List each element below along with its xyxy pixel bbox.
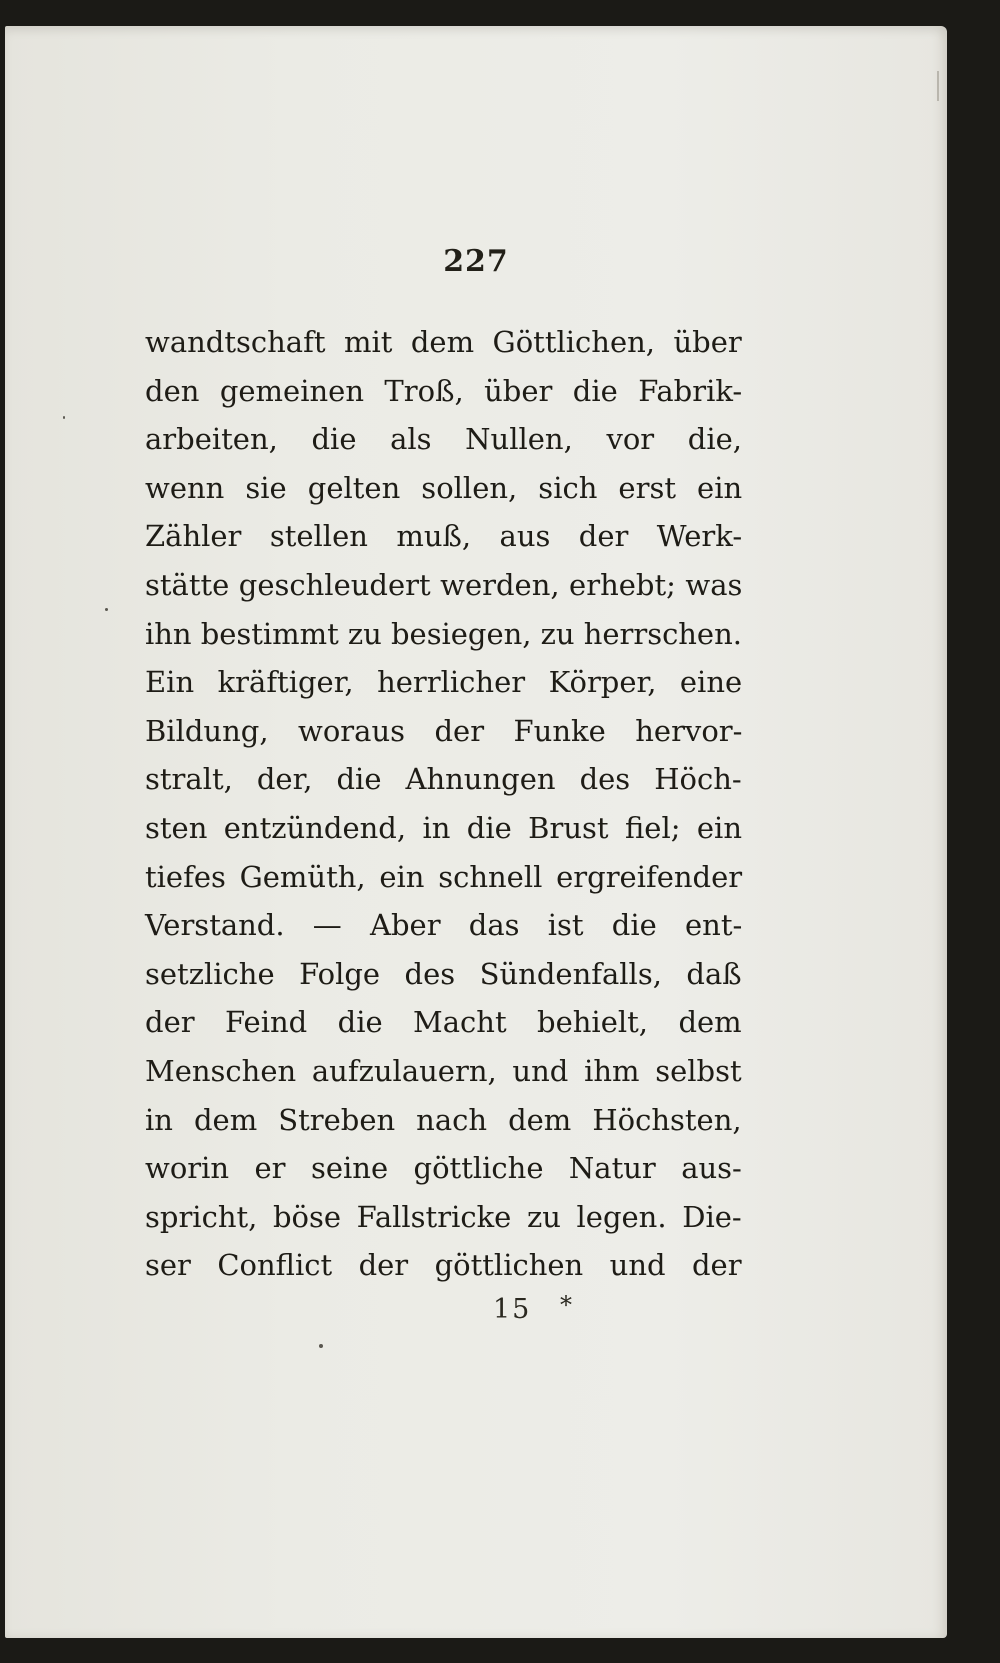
text-line: ser Conflict der göttlichen und der xyxy=(145,1248,742,1283)
text-line: wenn sie gelten sollen, sich erst ein xyxy=(145,470,743,505)
text-line: arbeiten, die als Nullen, vor die, xyxy=(145,422,742,457)
page-header xyxy=(5,244,947,279)
text-line: Menschen aufzulauern, und ihm selbst xyxy=(145,1053,742,1088)
text-line: sten entzündend, in die Brust fiel; ein xyxy=(145,810,743,845)
text-line: Verstand. — Aber das ist die ent- xyxy=(145,908,743,943)
text-line: stätte geschleudert werden, erhebt; was xyxy=(145,567,743,602)
body-text xyxy=(145,318,742,1290)
page-number: 227 xyxy=(443,244,509,279)
paper-speck xyxy=(63,416,65,419)
text-line: setzliche Folge des Sündenfalls, daß xyxy=(145,956,742,991)
text-line: den gemeinen Troß, über die Fabrik- xyxy=(145,373,743,408)
paper-edge-mark xyxy=(937,71,939,101)
text-line: Ein kräftiger, herrlicher Körper, eine xyxy=(145,665,743,700)
text-line: stralt, der, die Ahnungen des Höch- xyxy=(145,762,742,797)
text-line: wandtschaft mit dem Göttlichen, über xyxy=(145,325,742,359)
text-line: in dem Streben nach dem Höchsten, xyxy=(145,1102,742,1137)
text-line: Zähler stellen muß, aus der Werk- xyxy=(145,519,743,554)
signature-mark: 15 xyxy=(493,1294,532,1325)
text-line: spricht, böse Fallstricke zu legen. Die- xyxy=(145,1199,742,1234)
text-line: worin er seine göttliche Natur aus- xyxy=(145,1151,742,1186)
paper-speck xyxy=(105,608,108,611)
text-line: Bildung, woraus der Funke hervor- xyxy=(145,713,743,748)
text-line: der Feind die Macht behielt, dem xyxy=(145,1005,742,1040)
text-line: ihn bestimmt zu besiegen, zu herrschen. xyxy=(145,616,742,651)
book-page xyxy=(5,26,947,1638)
paper-speck xyxy=(319,1344,323,1348)
signature-star: * xyxy=(560,1291,572,1319)
text-line: tiefes Gemüth, ein schnell ergreifender xyxy=(145,859,743,894)
